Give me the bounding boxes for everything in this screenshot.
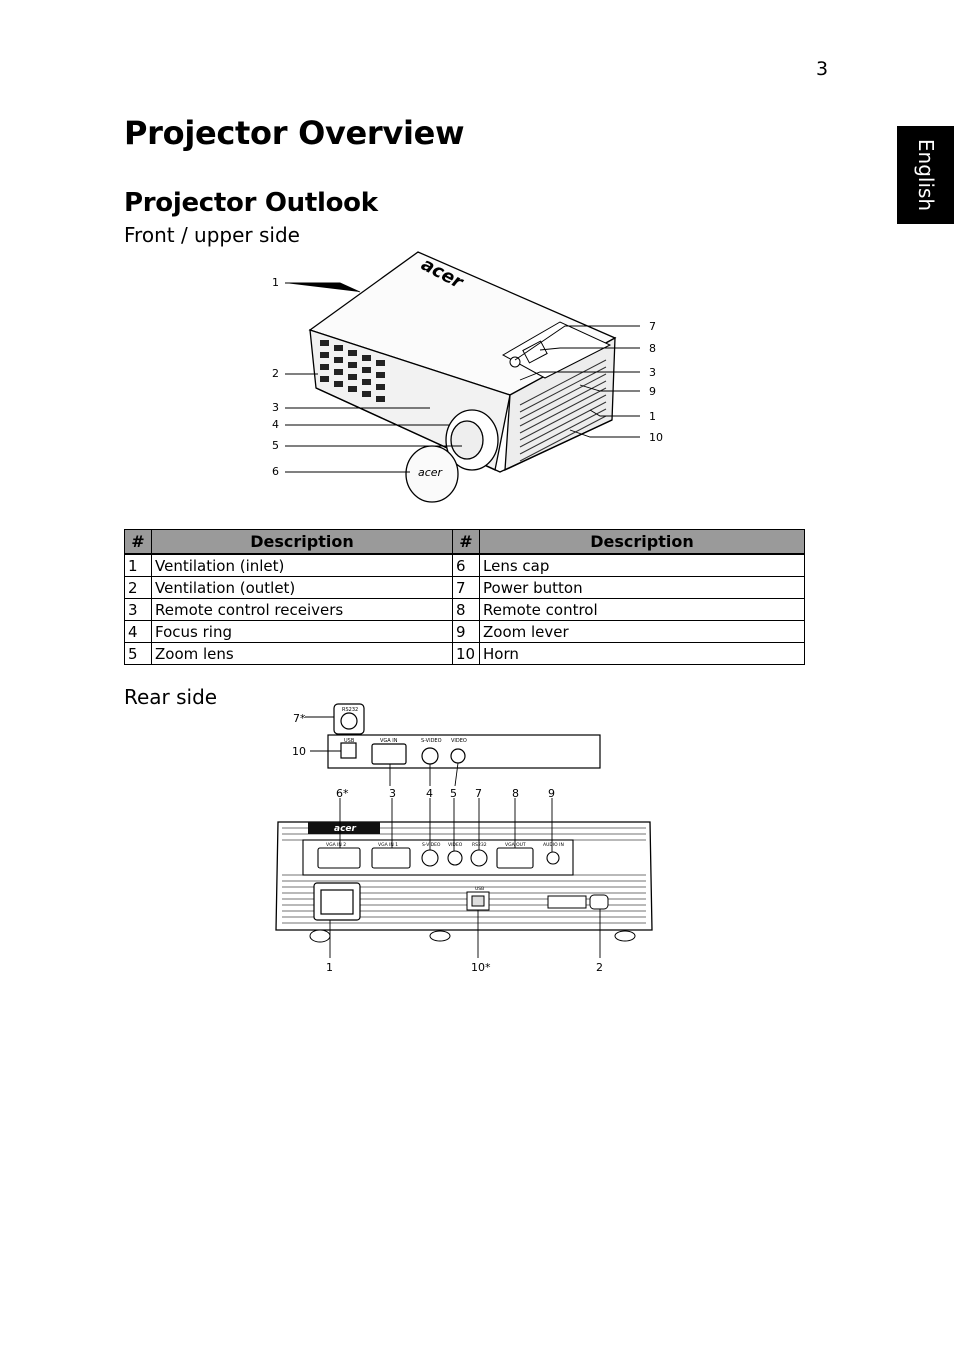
rear-num-5: 5 xyxy=(450,787,457,800)
table-row xyxy=(125,599,805,621)
port-label-vga-out: VGA OUT xyxy=(505,843,526,848)
inset-label-video: VIDEO xyxy=(451,738,467,744)
rear-callout-10: 10 xyxy=(292,745,306,758)
table-cell: Remote control xyxy=(480,599,805,621)
table-header: # xyxy=(125,530,152,555)
front-callout-right-3: 3 xyxy=(649,366,656,379)
table-cell: Ventilation (outlet) xyxy=(152,577,453,599)
inset-label-usb: USB xyxy=(344,738,355,744)
inset-label-rs232: RS232 xyxy=(342,707,359,713)
rear-bottom-num-10-star: 10* xyxy=(471,961,491,974)
table-cell: 3 xyxy=(125,599,152,621)
table-cell: 5 xyxy=(125,643,152,665)
table-row xyxy=(125,554,805,577)
table-cell: 6 xyxy=(453,554,480,577)
rear-num-4: 4 xyxy=(426,787,433,800)
rear-num-3: 3 xyxy=(389,787,396,800)
front-callout-left-1: 1 xyxy=(272,276,279,289)
rear-bottom-num-2: 2 xyxy=(596,961,603,974)
rear-projector-illustration xyxy=(0,690,954,990)
rear-num-7: 7 xyxy=(475,787,482,800)
language-tab-label: English xyxy=(913,138,938,212)
table-cell: Ventilation (inlet) xyxy=(152,554,453,577)
table-cell: 9 xyxy=(453,621,480,643)
rear-num-6-star: 6* xyxy=(336,787,349,800)
rear-num-8: 8 xyxy=(512,787,519,800)
inset-label-svideo: S-VIDEO xyxy=(421,738,442,744)
table-header: Description xyxy=(480,530,805,555)
table-cell: Zoom lens xyxy=(152,643,453,665)
table-header-row xyxy=(125,530,805,555)
front-callout-right-8: 8 xyxy=(649,342,656,355)
table-cell: Horn xyxy=(480,643,805,665)
inset-label-vga-in: VGA IN xyxy=(380,738,398,744)
rear-side-heading: Rear side xyxy=(124,685,218,709)
front-callout-left-2: 2 xyxy=(272,367,279,380)
rear-logo: acer xyxy=(334,824,356,834)
front-callout-right-9: 9 xyxy=(649,385,656,398)
table-cell: Focus ring xyxy=(152,621,453,643)
svg-text:acer: acer xyxy=(418,466,443,479)
front-callout-left-6: 6 xyxy=(272,465,279,478)
table-row xyxy=(125,643,805,665)
table-row xyxy=(125,621,805,643)
table-cell: 7 xyxy=(453,577,480,599)
table-header: Description xyxy=(152,530,453,555)
table-cell: Power button xyxy=(480,577,805,599)
top-logo: acer xyxy=(417,253,467,294)
port-label-audio-in: AUDIO IN xyxy=(543,843,564,848)
port-label-rs232: RS232 xyxy=(472,843,487,848)
table-row xyxy=(125,577,805,599)
front-callout-right-1: 1 xyxy=(649,410,656,423)
lens-cap xyxy=(406,446,458,502)
front-projector-illustration xyxy=(0,0,954,520)
port-label-vga-in-2: VGA IN 2 xyxy=(326,843,347,848)
front-callout-left-5: 5 xyxy=(272,439,279,452)
front-callout-right-10: 10 xyxy=(649,431,663,444)
page-title: Projector Overview xyxy=(124,114,465,152)
rear-bottom-num-1: 1 xyxy=(326,961,333,974)
front-callout-left-3: 3 xyxy=(272,401,279,414)
rear-inset-panel xyxy=(328,704,600,768)
table-cell: 1 xyxy=(125,554,152,577)
port-label-video: VIDEO xyxy=(448,843,463,848)
port-label-vga-in-1: VGA IN 1 xyxy=(378,843,399,848)
front-side-heading: Front / upper side xyxy=(124,223,300,247)
table-cell: 8 xyxy=(453,599,480,621)
rear-num-9: 9 xyxy=(548,787,555,800)
table-cell: 2 xyxy=(125,577,152,599)
front-callout-left-4: 4 xyxy=(272,418,279,431)
table-cell: Remote control receivers xyxy=(152,599,453,621)
parts-table xyxy=(124,529,805,665)
page-number: 3 xyxy=(816,58,829,80)
table-cell: Zoom lever xyxy=(480,621,805,643)
power-inlet xyxy=(314,883,360,920)
rear-callout-7-star: 7* xyxy=(293,712,306,725)
port-label-svideo: S-VIDEO xyxy=(422,843,441,848)
front-callout-right-7: 7 xyxy=(649,320,656,333)
port-label-usb: USB xyxy=(475,887,485,892)
table-cell: 4 xyxy=(125,621,152,643)
section-title: Projector Outlook xyxy=(124,188,378,218)
table-cell: Lens cap xyxy=(480,554,805,577)
table-header: # xyxy=(453,530,480,555)
table-cell: 10 xyxy=(453,643,480,665)
